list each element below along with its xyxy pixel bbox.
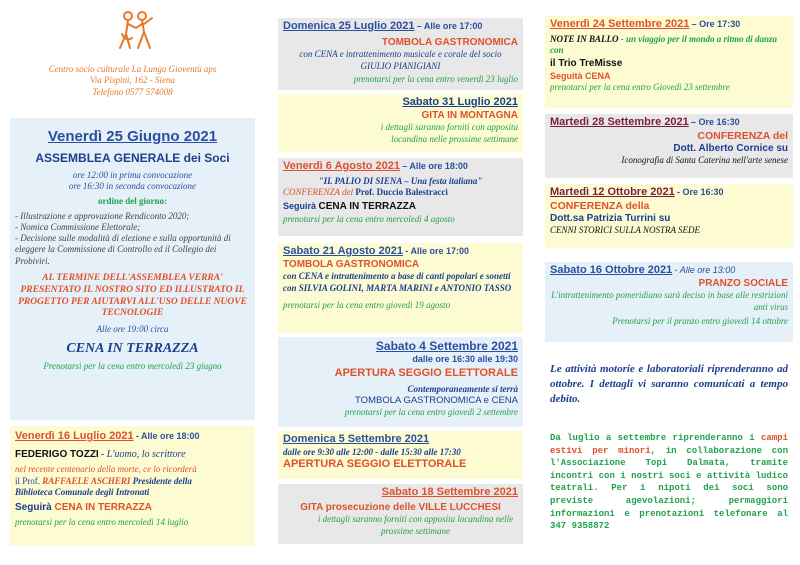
event-title: APERTURA SEGGIO ELETTORALE [334,367,518,380]
event-conf: CONFERENZA della [550,199,650,212]
event-assembly [10,118,255,420]
event-16-ottobre [545,262,793,342]
event-note: prenotarsi per la cena entro Giovedì 23 settembre [550,82,730,92]
event-time: – Ore 17:30 [691,19,741,29]
event-time: – Ore 16:30 [691,117,740,127]
dinner-time: Alle ore 19:00 circa [96,324,169,335]
org-address: Via Pispini, 162 - Siena [89,75,176,86]
event-title: APERTURA SEGGIO ELETTORALE [283,458,467,470]
event-title: TOMBOLA GASTRONOMICA [381,36,518,48]
dinner-title: CENA IN TERRAZZA [66,340,199,356]
event-desc: i dettagli saranno forniti con apposita locandina nelle prossime settimane [380,122,518,144]
event-date: Martedì 28 Settembre 2021 [550,116,689,128]
event-28-settembre [545,114,793,178]
event-4-settembre [278,337,523,427]
event-follow: Seguità CENA [550,70,611,81]
event-note: prenotarsi per la cena entro mercoledì 14 luglio [15,516,189,527]
event-title: GITA IN MONTAGNA [421,109,518,121]
event-date: Sabato 21 Agosto 2021 [283,245,404,257]
event-note: prenotarsi per la cena entro giovedì 2 settembre [344,407,518,418]
event-date: Domenica 5 Settembre 2021 [283,433,430,445]
event-title: "IL PALIO DI SIENA – Una festa italiana" [318,175,483,186]
logo [110,8,160,56]
event-speaker: Dott. Alberto Cornice su [673,142,788,154]
campi-notice: Da luglio a settembre riprenderanno i campi estivi per minori, in collaborazione con l'Associazione Topi Dalmata, tramite incontri con i nostri soci e attività ludico teatrali. Per i nipoti dei soci sono previste agevolazioni; permaggiori informazioni e prenotazioni telefonare al 347 9358872 [545,430,793,548]
conv-2: ore 16:30 in seconda convocazione [68,181,197,191]
event-desc: con CENA e intrattenimento a base di canti popolari e sonetti con SILVIA GOLINI, MARTA MARINI e ANTONIO TASSO [283,271,512,293]
event-title: GITA prosecuzione delle VILLE LUCCHESI [300,501,501,513]
event-time: – Alle ore 17:00 [416,21,483,31]
event-6-agosto: Venerdì 6 Agosto 2021 – Alle ore 18:00 "IL PALIO DI SIENA – Una festa italiana" CONFERENZA del Prof. Duccio Balestracci Seguirà CENA IN TERRAZZA prenotarsi per la cena entro mercoledì 4 agosto [278,158,523,236]
conv-1: ore 12:00 in prima convocazione [72,169,193,180]
campi-link: campi estivi per minori [550,433,788,456]
event-24-settembre: Venerdì 24 Settembre 2021 – Ore 17:30 NOTE IN BALLO - un viaggio per il mondo a ritmo di danza con il Trio TreMisse Seguità CENA prenotarsi per la cena entro Giovedì 23 settembre [545,16,793,108]
event-date: Venerdì 6 Agosto 2021 [283,160,400,172]
event-band: il Trio TreMisse [550,58,623,70]
agenda-item: - Illustrazione e approvazione Rendiconto 2020; [15,210,190,221]
motorie-text: Le attività motorie e laboratoriali riprenderanno ad ottobre. I dettagli vi saranno comunicati a tempo debito. [550,363,788,405]
event-date: Venerdì 25 Giugno 2021 [47,128,218,145]
event-line: nel recente centenario della morte, ce lo ricorderà [15,464,197,475]
event-31-luglio [278,94,523,152]
event-time: - Alle ore 17:00 [405,246,469,256]
event-note: prenotarsi per la cena entro giovedì 19 agosto [283,299,451,310]
notice: AL TERMINE DELL'ASSEMBLEA VERRA' PRESENTATO IL NOSTRO SITO ED ILLUSTRATO IL PROGETTO PER AIUTARVI ALL'USO DELLE NUOVE TECNOLOGIE [18,272,247,319]
event-conf: CONFERENZA del [697,129,788,142]
event-time: dalle ore 16:30 alle 19:30 [412,354,518,364]
event-note: prenotarsi per la cena entro venerdì 23 luglio [353,73,518,84]
event-topic: Iconografia di Santa Caterina nell'arte senese [621,155,788,166]
event-date: Domenica 25 Luglio 2021 [283,20,415,32]
agenda-item: - Nomica Commissione Elettorale; [15,221,141,232]
dinner-note: Prenotarsi per la cena entro mercoledì 23 giugno [43,361,222,371]
org-phone: Telefono 0577 574008 [92,86,173,97]
event-desc: i dettagli saranno forniti con apposita locandina nelle prossime settimane [317,514,514,536]
event-speaker: Dott.sa Patrizia Turrini su [550,212,671,224]
org-name: Centro socio culturale La Lunga Gioventù aps [48,64,217,74]
event-date: Martedì 12 Ottobre 2021 [550,186,675,198]
event-time: - Ore 16:30 [676,187,724,197]
event-desc: L'intrattenimento pomeridiano sarà deciso in base alle restrizioni anti virus [551,290,788,312]
event-time: - Alle ore 18:00 [135,431,200,441]
event-title: PRANZO SOCIALE [698,277,788,289]
event-18-settembre [278,484,523,544]
event-date: Venerdì 24 Settembre 2021 [550,18,690,30]
event-21-agosto [278,243,523,333]
event-time: – Alle ore 18:00 [402,161,468,171]
event-date: Sabato 16 Ottobre 2021 [550,264,673,276]
event-25-luglio [278,18,523,90]
event-tozzi: Venerdì 16 Luglio 2021 - Alle ore 18:00 FEDERIGO TOZZI - L'uomo, lo scrittore nel recente centenario della morte, ce lo ricorderà il Prof. RAFFAELE ASCHERI Presidente della Biblioteca Comunale degli Intronati Seguirà CENA IN TERRAZZA prenotarsi per la cena entro mercoledì 14 luglio [10,426,255,546]
event-12-ottobre [545,184,793,248]
dancing-couple-logo-icon [110,8,160,56]
event-desc: con CENA e intrattenimento musicale e corale del socio GIULIO PIANIGIANI [299,49,502,71]
event-time: dalle ore 9:30 alle 12:00 - dalle 15:30 alle 17:30 [283,446,461,457]
event-topic: CENNI STORICI SULLA NOSTRA SEDE [550,225,701,236]
event-title: ASSEMBLEA GENERALE dei Soci [35,150,230,165]
event-date: Sabato 31 Luglio 2021 [402,96,518,108]
event-title: TOMBOLA GASTRONOMICA [283,258,420,270]
agenda-title: ordine del giorno: [98,196,167,207]
event-note: Prenotarsi per il pranzo entro giovedì 14 ottobre [612,315,788,326]
event-desc: TOMBOLA GASTRONOMICA e CENA [355,395,518,407]
motorie-notice [545,360,793,412]
event-date: Venerdì 16 Luglio 2021 [15,430,134,442]
event-subtitle: - L'uomo, lo scrittore [100,448,186,460]
event-5-settembre [278,431,523,479]
event-name: FEDERIGO TOZZI [15,448,99,460]
event-desc: Contemporaneamente si terrà [407,384,518,394]
event-date: Sabato 18 Settembre 2021 [381,486,518,498]
agenda-item: - Decisione sulle modalità di elezione e sulla opportunità di eleggere la Commissione di Controllo ed il Collegio dei Probiviri. [15,233,231,266]
event-date: Sabato 4 Settembre 2021 [375,339,518,353]
event-note: prenotarsi per la cena entro mercoledì 4 agosto [283,213,455,224]
event-line: Biblioteca Comunale degli Intronati [15,486,150,497]
event-time: - Alle ore 13:00 [674,265,736,275]
